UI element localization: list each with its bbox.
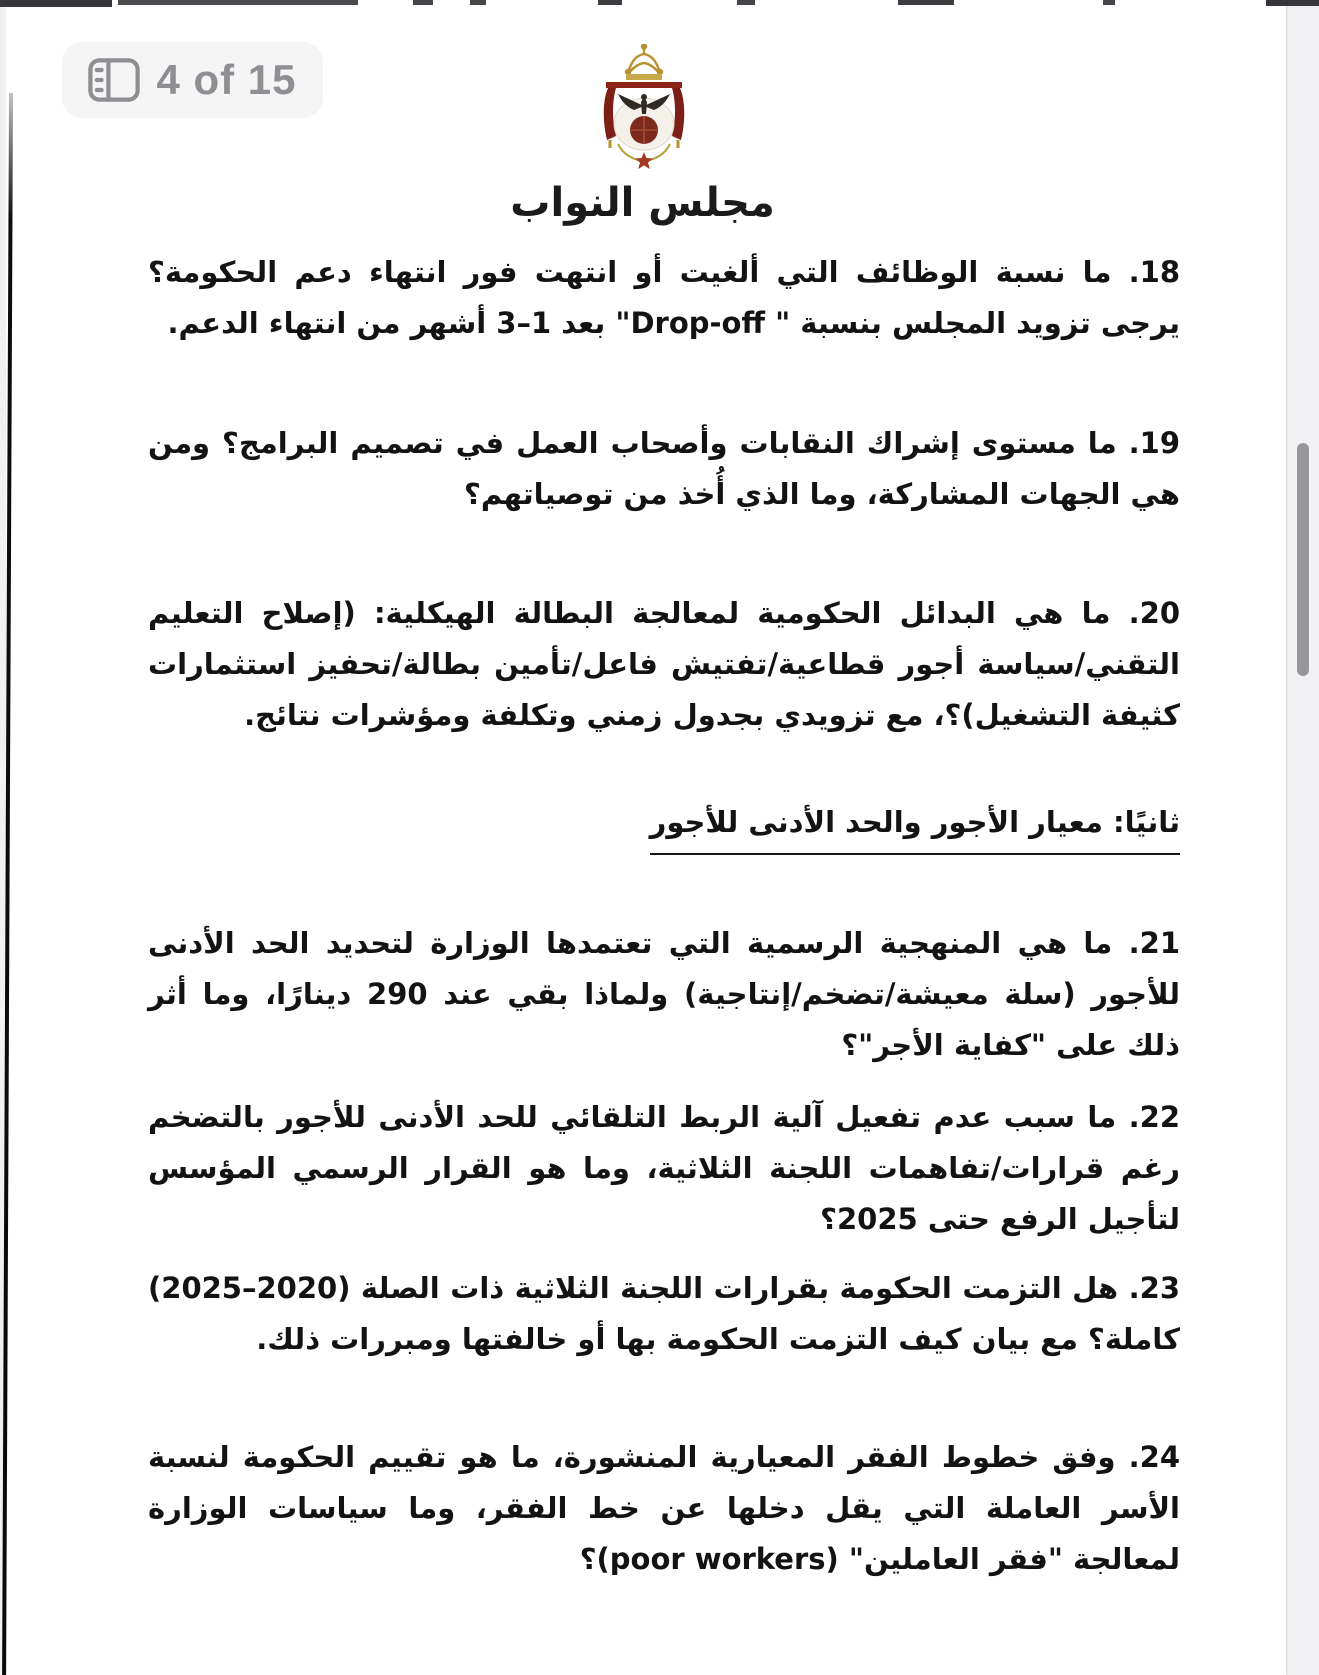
question-22: 22. ما سبب عدم تفعيل آلية الربط التلقائي للحد الأدنى للأجور بالتضخم رغم قرارات/تفاهمات اللجنة الثلاثية، وما هو القرار الرسمي المؤسس لتأجيل الرفع حتى 2025؟ bbox=[148, 1100, 1180, 1236]
page-indicator[interactable] bbox=[62, 42, 323, 118]
question-23: 23. هل التزمت الحكومة بقرارات اللجنة الثلاثية ذات الصلة (2020–2025) كاملة؟ مع بيان كيف التزمت الحكومة بها أو خالفتها ومبررات ذلك. bbox=[148, 1271, 1180, 1356]
scan-top-edge-artifact bbox=[0, 0, 1319, 7]
section-heading-wages: ثانيًا: معيار الأجور والحد الأدنى للأجور bbox=[148, 797, 1180, 855]
majlis-alnuwwab-calligraphy: مجلس النواب bbox=[510, 180, 775, 226]
jordan-coat-of-arms bbox=[588, 44, 700, 176]
page-count-label: 4 of 15 bbox=[156, 56, 297, 103]
question-19: 19. ما مستوى إشراك النقابات وأصحاب العمل في تصميم البرامج؟ ومن هي الجهات المشاركة، وما الذي أُخذ من توصياتهم؟ bbox=[148, 426, 1180, 511]
question-20: 20. ما هي البدائل الحكومية لمعالجة البطالة الهيكلية: (إصلاح التعليم التقني/سياسة أجور قطاعية/تفتيش فاعل/تأمين بطالة/تحفيز استثمارات كثيفة التشغيل)؟، مع تزويدي بجدول زمني وتكلفة ومؤشرات نتائج. bbox=[148, 596, 1180, 732]
globe-icon bbox=[630, 116, 658, 144]
question-21: 21. ما هي المنهجية الرسمية التي تعتمدها الوزارة لتحديد الحد الأدنى للأجور (سلة معيشة/تضخم/إنتاجية) ولماذا بقي عند 290 دينارًا، وما أثر ذلك على "كفاية الأجر"؟ bbox=[148, 926, 1180, 1062]
star-icon bbox=[635, 152, 653, 169]
crown-icon bbox=[626, 45, 662, 81]
question-24: 24. وفق خطوط الفقر المعيارية المنشورة، ما هو تقييم الحكومة لنسبة الأسر العاملة التي يقل دخلها عن خط الفقر، وما سياسات الوزارة لمعالجة "فقر العاملين" (poor workers)؟ bbox=[148, 1440, 1180, 1576]
scrollbar-thumb[interactable] bbox=[1297, 443, 1309, 676]
sidebar-thumbnails-icon bbox=[88, 58, 140, 102]
question-18: 18. ما نسبة الوظائف التي ألغيت أو انتهت فور انتهاء دعم الحكومة؟ يرجى تزويد المجلس بنسبة " Drop-off" بعد 1–3 أشهر من انتهاء الدعم. bbox=[148, 255, 1180, 340]
